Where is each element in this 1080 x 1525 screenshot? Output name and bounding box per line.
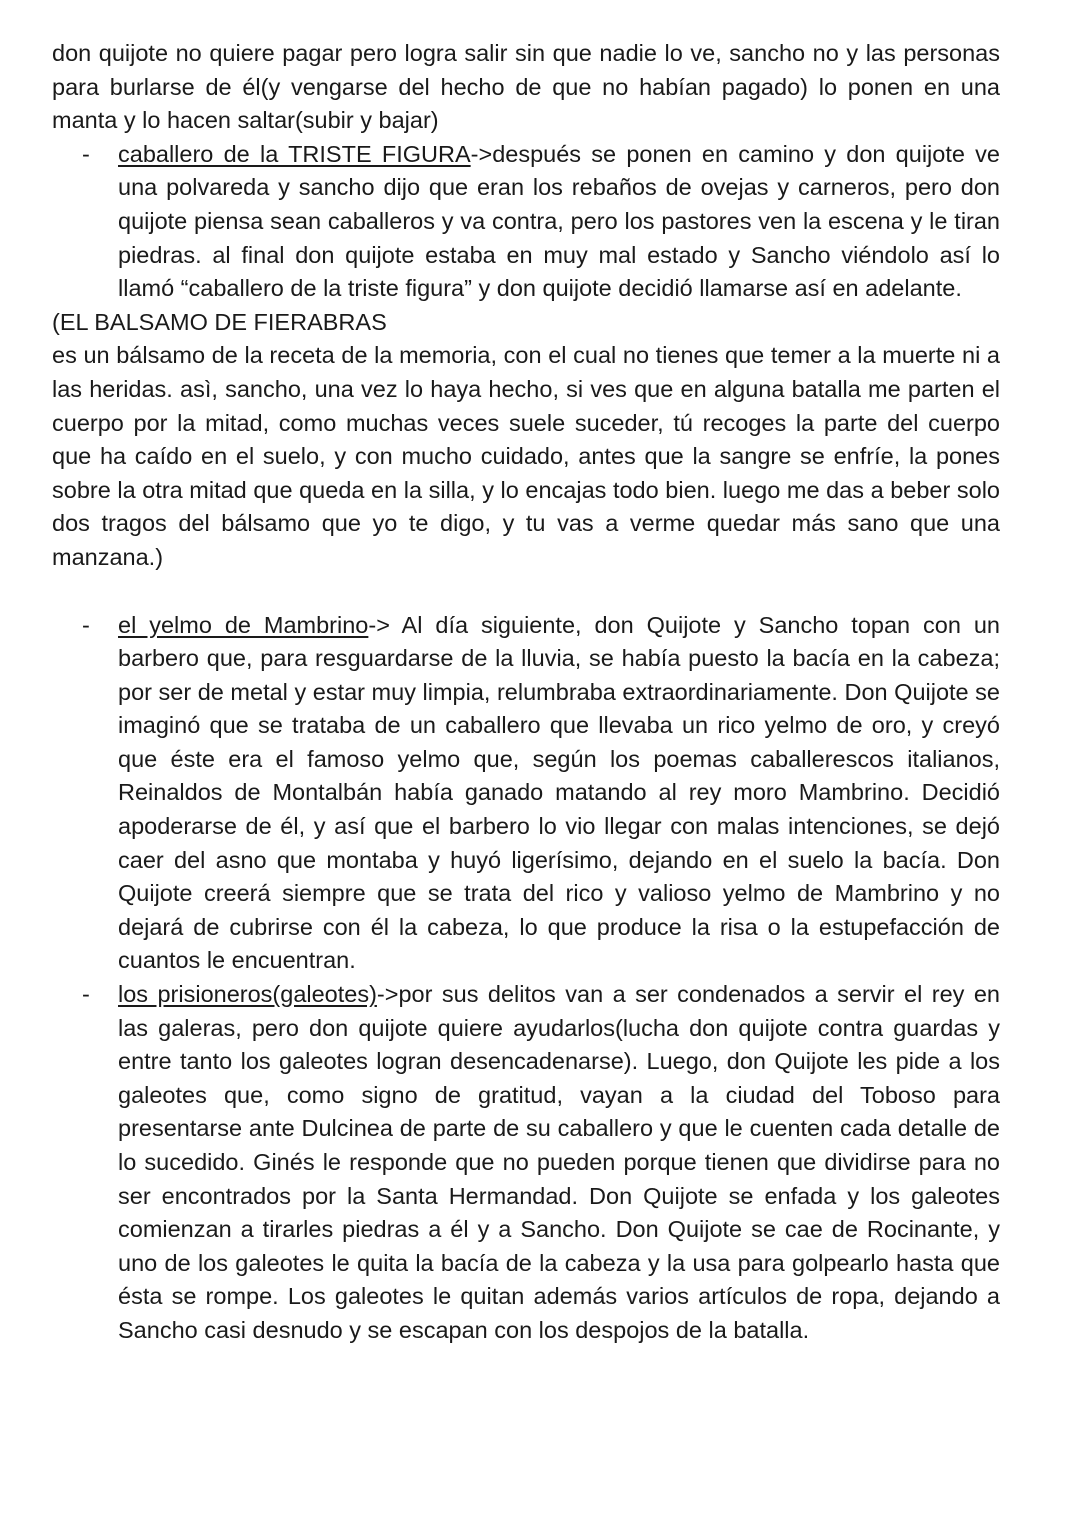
bullet-dash: - xyxy=(82,611,90,638)
list-item-text xyxy=(118,138,1000,306)
list-item-text xyxy=(118,978,1000,1348)
list-item xyxy=(52,978,1000,1348)
balsamo-paragraph: es un bálsamo de la receta de la memoria, con el cual no tienes que temer a la muerte ni a las heridas. asì, sancho, una vez lo haya hecho, si ves que en alguna batalla me parten el cuerpo por la mitad, como muchas veces suele suceder, tú recoges la parte del cuerpo que ha caído en el suelo, y con mucho cuidado, antes que la sangre se enfríe, la pones sobre la otra mitad que queda en la silla, y lo encajas todo bien. luego me das a beber solo dos tragos del bálsamo que yo te digo, y tu vas a verme quedar más sano que una manzana.) xyxy=(52,342,1000,570)
item-body: ->después se ponen en camino y don quijote ve una polvareda y sancho dijo que eran los rebaños de ovejas y carneros, pero don quijote piensa sean caballeros y va contra, pero los pastores ven la escena y le tiran piedras. al final don quijote estaba en muy mal estado y Sancho viéndolo así lo llamó “caballero de la triste figura” y don quijote decidió llamarse así en adelante. xyxy=(118,140,1000,302)
list-item-text xyxy=(118,609,1000,979)
blank-line xyxy=(52,575,1000,609)
balsamo-heading: (EL BALSAMO DE FIERABRAS xyxy=(52,308,387,335)
item-title: los prisioneros(galeotes) xyxy=(118,981,377,1008)
item-body: -> Al día siguiente, don Quijote y Sancho topan con un barbero que, para resguardarse de la lluvia, se había puesto la bacía en la cabeza; por ser de metal y estar muy limpia, relumbraba extraordinariamente. Don Quijote se imaginó que se trataba de un caballero que llevaba un rico yelmo de oro, y creyó que éste era el famoso yelmo que, según los poemas caballerescos italianos, Reinaldos de Montalbán había ganado matando al rey moro Mambrino. Decidió apoderarse de él, y así que el barbero lo vio llegar con malas intenciones, se dejó caer del asno que montaba y huyó ligerísimo, dejando en el suelo la bacía. Don Quijote creerá siempre que se trata del rico y valioso yelmo de Mambrino y no dejará de cubrirse con él la cabeza, lo que produce la risa o la estupefacción de cuantos le encuentran. xyxy=(118,611,1000,974)
bullet-dash: - xyxy=(82,140,90,167)
item-body: ->por sus delitos van a ser condenados a servir el rey en las galeras, pero don quijote quiere ayudarlos(lucha don quijote contra guardas y entre tanto los galeotes logran desencadenarse). Luego, don Quijote les pide a los galeotes que, como signo de gratitud, vayan a la ciudad del Toboso para presentarse ante Dulcinea de parte de su caballero y que le cuenten cada detalle de lo sucedido. Ginés le responde que no pueden porque tienen que dividirse para no ser encontrados por la Santa Hermandad. Don Quijote se enfada y los galeotes comienzan a tirarles piedras a él y a Sancho. Don Quijote se cae de Rocinante, y uno de los galeotes le quita la bacía de la cabeza y la usa para golpearlo hasta que ésta se rompe. Los galeotes le quitan además varios artículos de ropa, dejando a Sancho casi desnudo y se escapan con los despojos de la batalla. xyxy=(118,981,1000,1343)
intro-paragraph: don quijote no quiere pagar pero logra salir sin que nadie lo ve, sancho no y las personas para burlarse de él(y vengarse del hecho de que no habían pagado) lo ponen en una manta y lo hacen saltar(subir y bajar) xyxy=(52,40,1000,134)
list-item xyxy=(52,138,1000,306)
item-title: caballero de la TRISTE FIGURA xyxy=(118,140,471,167)
bullet-dash: - xyxy=(82,981,90,1008)
document-page xyxy=(52,37,1000,1348)
list-item xyxy=(52,609,1000,979)
item-title: el yelmo de Mambrino xyxy=(118,611,369,638)
